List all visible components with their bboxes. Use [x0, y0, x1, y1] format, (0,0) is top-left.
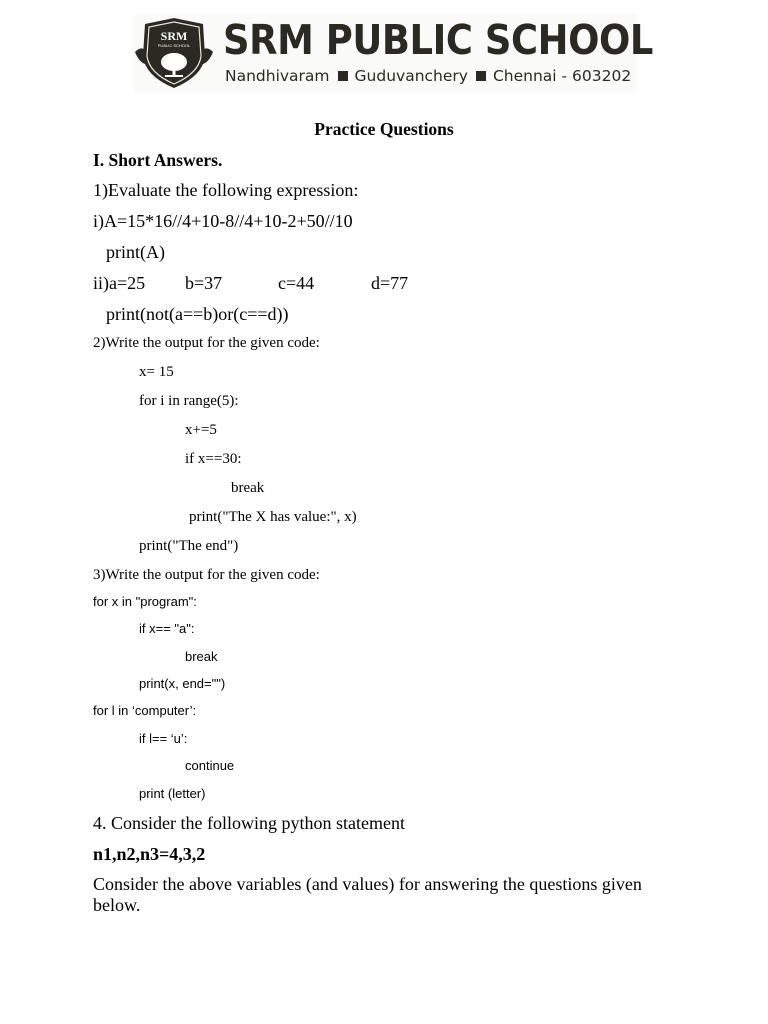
crest-text: SRM — [160, 29, 188, 43]
question-3-text: 3)Write the output for the given code: — [93, 567, 320, 583]
question-2-text: 2)Write the output for the given code: — [93, 335, 320, 351]
address-area: Guduvanchery — [354, 67, 468, 85]
question-1-text: 1)Evaluate the following expression: — [93, 180, 359, 200]
code-line: break — [231, 480, 265, 496]
code-line: for i in range(5): — [139, 393, 239, 409]
code-line: x+=5 — [185, 422, 217, 438]
question-1-part-i: i)A=15*16//4+10-8//4+10-2+50//10 — [93, 211, 353, 231]
code-line: print (letter) — [139, 786, 206, 801]
code-line: for l in ‘computer’: — [93, 703, 197, 718]
school-crest-icon — [133, 16, 215, 90]
question-1-part-ii-print: print(not(a==b)or(c==d)) — [106, 304, 289, 324]
code-line: if l== ‘u’: — [139, 731, 188, 746]
school-name: SRM PUBLIC SCHOOL — [223, 16, 654, 64]
square-bullet-icon — [338, 71, 348, 81]
question-1-part-i-print: print(A) — [106, 242, 165, 262]
code-line: print("The X has value:", x) — [189, 509, 357, 525]
section-heading: I. Short Answers. — [93, 150, 223, 170]
code-line: if x== "a": — [139, 621, 195, 636]
address-locality: Nandhivaram — [225, 67, 330, 85]
question-1-var-c: c=44 — [278, 273, 315, 293]
code-line: break — [185, 649, 218, 664]
question-1-var-b: b=37 — [185, 273, 223, 293]
code-line: continue — [185, 758, 235, 773]
code-line: x= 15 — [139, 364, 174, 380]
code-line: for x in "program": — [93, 594, 197, 609]
code-line: if x==30: — [185, 451, 242, 467]
page-title: Practice Questions — [314, 119, 454, 139]
question-4-instruction: Consider the above variables (and values) for answering the questions given below. — [93, 874, 642, 915]
code-line: print(x, end="") — [139, 676, 226, 691]
school-letterhead — [133, 14, 654, 92]
crest-subtext: PUBLIC SCHOOL — [157, 43, 191, 48]
question-1-var-d: d=77 — [371, 273, 409, 293]
question-4-statement: n1,n2,n3=4,3,2 — [93, 844, 206, 864]
address-city: Chennai - 603202 — [492, 67, 632, 85]
school-address — [225, 66, 631, 86]
square-bullet-icon — [476, 71, 486, 81]
code-line: print("The end") — [139, 538, 239, 554]
question-4-text: 4. Consider the following python statement — [93, 813, 405, 833]
question-1-var-a: ii)a=25 — [93, 273, 146, 293]
